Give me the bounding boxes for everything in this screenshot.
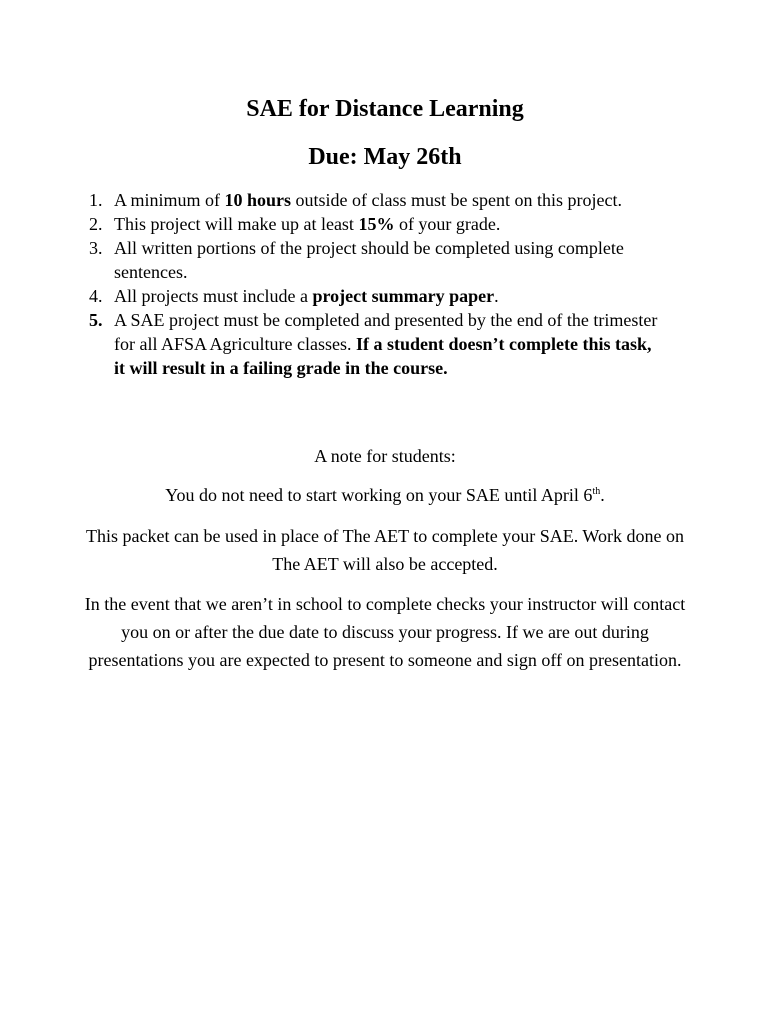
note-start-end: . (600, 485, 605, 505)
note-start-text: You do not need to start working on your SAE until April 6 (165, 485, 593, 505)
list-item-number: 1. (89, 190, 103, 210)
list-item-number: 5. (89, 310, 103, 330)
list-item (0, 236, 660, 284)
list-item (0, 284, 660, 308)
list-item-text: All projects must include a (114, 286, 313, 306)
note-event: In the event that we aren’t in school to complete checks your instructor will contact you on or after the due date to discuss your progress. If we are out during presentations you are expected to present to someone and sign off on presentation. (84, 594, 686, 670)
note-packet: This packet can be used in place of The AET to complete your SAE. Work done on The AET will also be accepted. (86, 526, 684, 574)
list-item (0, 308, 660, 380)
list-item-emphasis: If a student doesn’t complete this task, it will result in a failing grade in the course. (114, 334, 652, 378)
list-item-text: of your grade. (394, 214, 501, 234)
requirements-list (0, 188, 660, 380)
note-heading: A note for students: (314, 446, 456, 466)
list-item-text: A minimum of (114, 190, 225, 210)
document-title: SAE for Distance Learning (246, 96, 524, 122)
list-item-text: A SAE project must be completed and presented by the end of the trimester for all AFSA Agriculture classes. (114, 310, 658, 354)
note-start-superscript: th (592, 486, 601, 497)
list-item-text: outside of class must be spent on this project. (291, 190, 622, 210)
list-item-emphasis: 15% (358, 214, 395, 234)
due-date-heading: Due: May 26th (308, 144, 462, 170)
list-item (0, 188, 660, 212)
list-item-text: This project will make up at least (114, 214, 359, 234)
list-item-text: . (494, 286, 499, 306)
list-item-emphasis: 10 hours (224, 190, 292, 210)
list-item-number: 4. (89, 286, 103, 306)
note-start-date (80, 481, 690, 509)
list-item (0, 212, 660, 236)
list-item-number: 3. (89, 238, 103, 258)
list-item-emphasis: project summary paper (312, 286, 495, 306)
list-item-text: All written portions of the project should be completed using complete sentences. (114, 238, 624, 282)
list-item-number: 2. (89, 214, 103, 234)
